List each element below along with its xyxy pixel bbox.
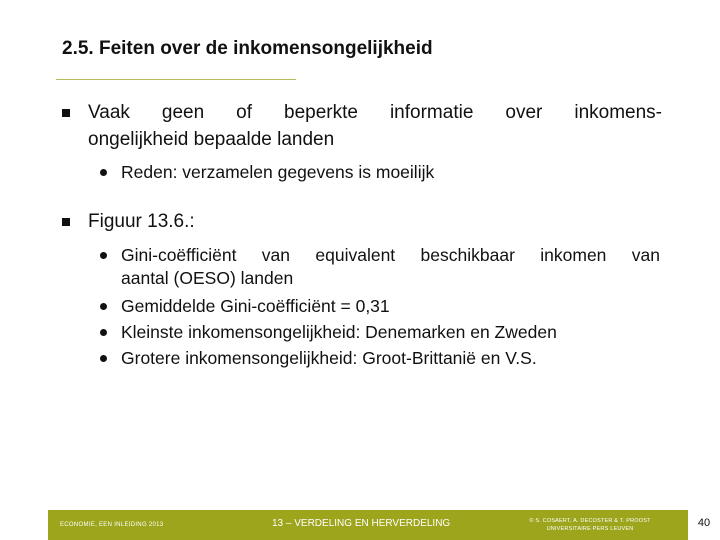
footer-copyright [500, 517, 680, 533]
bullet-1-sub-1-text: Reden: verzamelen gegevens is moeilijk [121, 162, 435, 182]
square-bullet-icon [62, 218, 70, 226]
page-number: 40 [697, 517, 711, 529]
bullet-2-sub-1-line-2: aantal (OESO) landen [121, 268, 294, 288]
bullet-1-sub-1 [100, 161, 660, 184]
bullet-2-sub-4-text: Grotere inkomensongelijkheid: Groot-Brittanië en V.S. [121, 348, 537, 368]
round-bullet-icon [100, 252, 107, 259]
bullet-1-line-2: ongelijkheid bepaalde landen [88, 129, 335, 150]
round-bullet-icon [100, 169, 107, 176]
bullet-2-sub-4 [100, 347, 660, 370]
bullet-2-sub-2-text: Gemiddelde Gini-coëfficiënt = 0,31 [121, 296, 390, 316]
bullet-2-sub-2 [100, 295, 660, 318]
footer-copyright-line-2: UNIVERSITAIRE PERS LEUVEN [546, 526, 634, 532]
bullet-2-sub-1-line-1: Gini-coëfficiënt van equivalent beschikbaar inkomen van [121, 245, 660, 265]
round-bullet-icon [100, 303, 107, 310]
title-underline [56, 79, 296, 80]
footer-book-title: ECONOMIE, EEN INLEIDING 2013 [60, 522, 164, 528]
bullet-1 [62, 99, 662, 153]
bullet-2 [62, 208, 662, 235]
bullet-2-text: Figuur 13.6.: [88, 211, 195, 232]
footer-copyright-line-1: © S. COSAERT, A. DECOSTER & T. PROOST [529, 518, 651, 524]
round-bullet-icon [100, 329, 107, 336]
round-bullet-icon [100, 355, 107, 362]
slide-title: 2.5. Feiten over de inkomensongelijkheid [62, 38, 433, 59]
footer-chapter: 13 – VERDELING EN HERVERDELING [272, 518, 451, 529]
bullet-1-line-1: Vaak geen of beperkte informatie over inkomens- [88, 102, 662, 123]
square-bullet-icon [62, 109, 70, 117]
bullet-2-sub-3 [100, 321, 660, 344]
bullet-2-sub-1 [100, 244, 660, 290]
bullet-2-sub-3-text: Kleinste inkomensongelijkheid: Denemarken en Zweden [121, 322, 557, 342]
